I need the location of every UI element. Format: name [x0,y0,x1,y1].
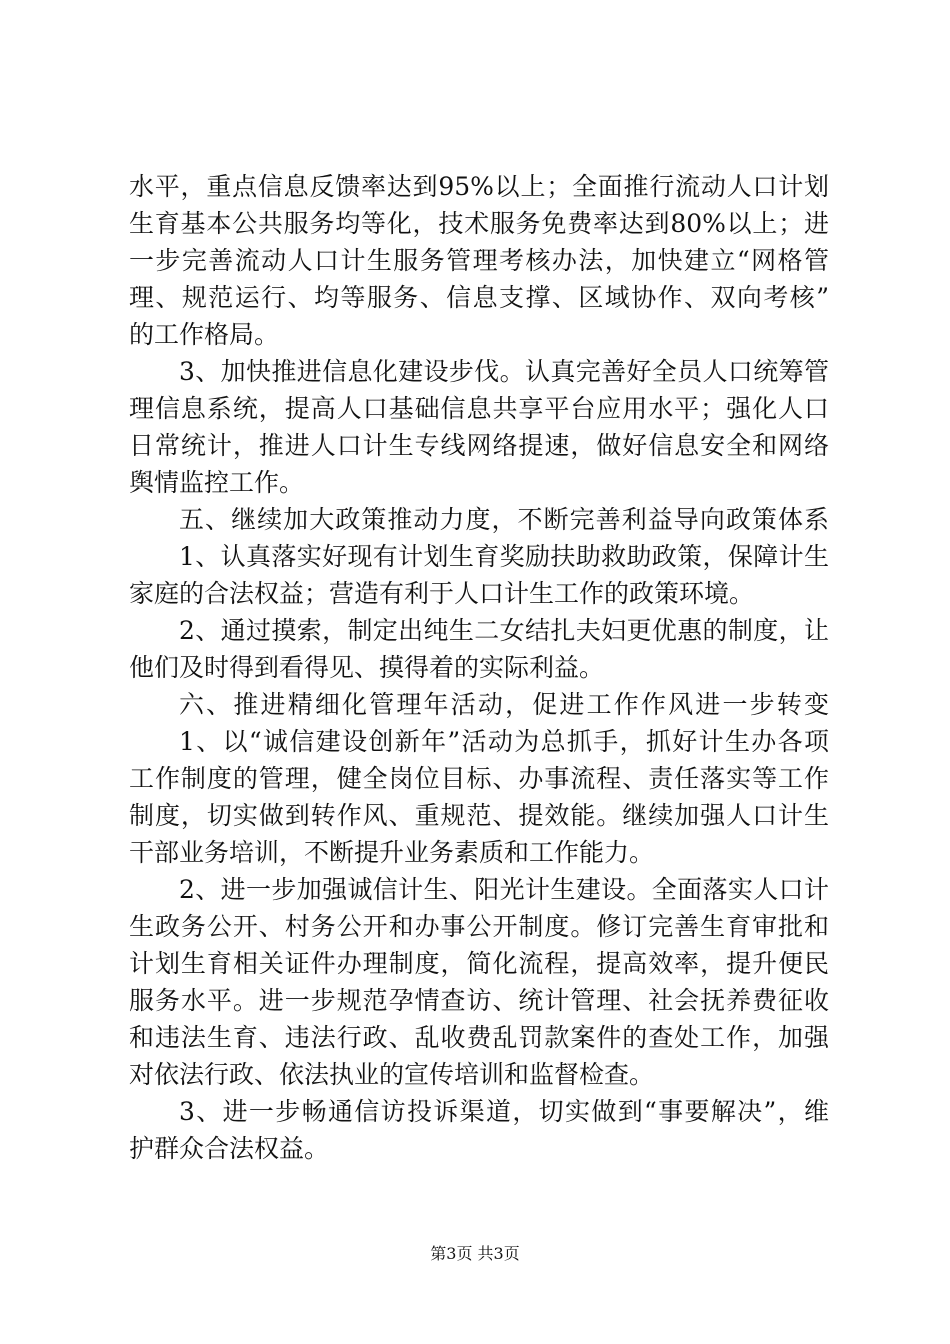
text-line: 护群众合法权益。 [129,1134,330,1163]
text-line: 3、加快推进信息化建设步伐。认真完善好全员人口统筹管 [179,357,829,386]
para-section5-item-2 [129,612,829,686]
text-line: 计划生育相关证件办理制度，简化流程，提高效率，提升便民 [129,949,829,978]
text-line: 水平，重点信息反馈率达到95%以上；全面推行流动人口计划 [129,172,829,201]
text-line: 理、规范运行、均等服务、信息支撑、区域协作、双向考核” [129,283,829,312]
para-section5-item-1 [129,538,829,612]
text-line: 服务水平。进一步规范孕情查访、统计管理、社会抚养费征收 [129,986,829,1015]
heading-section-5 [129,501,829,538]
text-line: 2、通过摸索，制定出纯生二女结扎夫妇更优惠的制度，让 [179,616,829,645]
text-line: 生政务公开、村务公开和办事公开制度。修订完善生育审批和 [129,912,829,941]
heading-section-6 [129,686,829,723]
text-line: 1、认真落实好现有计划生育奖励扶助救助政策，保障计生 [179,542,829,571]
text-line: 干部业务培训，不断提升业务素质和工作能力。 [129,838,655,867]
para-continuation [129,168,829,353]
section-heading: 五、继续加大政策推动力度，不断完善利益导向政策体系 [179,505,829,534]
para-item-3-info [129,353,829,501]
para-section6-item-1 [129,723,829,871]
text-line: 生育基本公共服务均等化，技术服务免费率达到80%以上；进 [129,209,829,238]
text-line: 工作制度的管理，健全岗位目标、办事流程、责任落实等工作 [129,764,829,793]
document-body [129,168,829,1167]
text-line: 的工作格局。 [129,320,280,349]
text-line: 日常统计，推进人口计生专线网络提速，做好信息安全和网络 [129,431,829,460]
text-line: 一步完善流动人口计生服务管理考核办法，加快建立“网格管 [129,246,829,275]
text-line: 制度，切实做到转作风、重规范、提效能。继续加强人口计生 [129,801,829,830]
para-section6-item-3 [129,1093,829,1167]
text-line: 对依法行政、依法执业的宣传培训和监督检查。 [129,1060,655,1089]
text-line: 和违法生育、违法行政、乱收费乱罚款案件的查处工作，加强 [129,1023,829,1052]
text-line: 1、以“诚信建设创新年”活动为总抓手，抓好计生办各项 [179,727,829,756]
text-line: 2、进一步加强诚信计生、阳光计生建设。全面落实人口计 [179,875,829,904]
text-line: 舆情监控工作。 [129,468,305,497]
text-line: 理信息系统，提高人口基础信息共享平台应用水平；强化人口 [129,394,829,423]
text-line: 他们及时得到看得见、摸得着的实际利益。 [129,653,605,682]
para-section6-item-2 [129,871,829,1093]
text-line: 家庭的合法权益；营造有利于人口计生工作的政策环境。 [129,579,755,608]
section-heading: 六、推进精细化管理年活动，促进工作作风进一步转变 [179,690,829,719]
text-line: 3、进一步畅通信访投诉渠道，切实做到“事要解决”，维 [179,1097,829,1126]
page-number-footer: 第3页 共3页 [430,1244,520,1263]
